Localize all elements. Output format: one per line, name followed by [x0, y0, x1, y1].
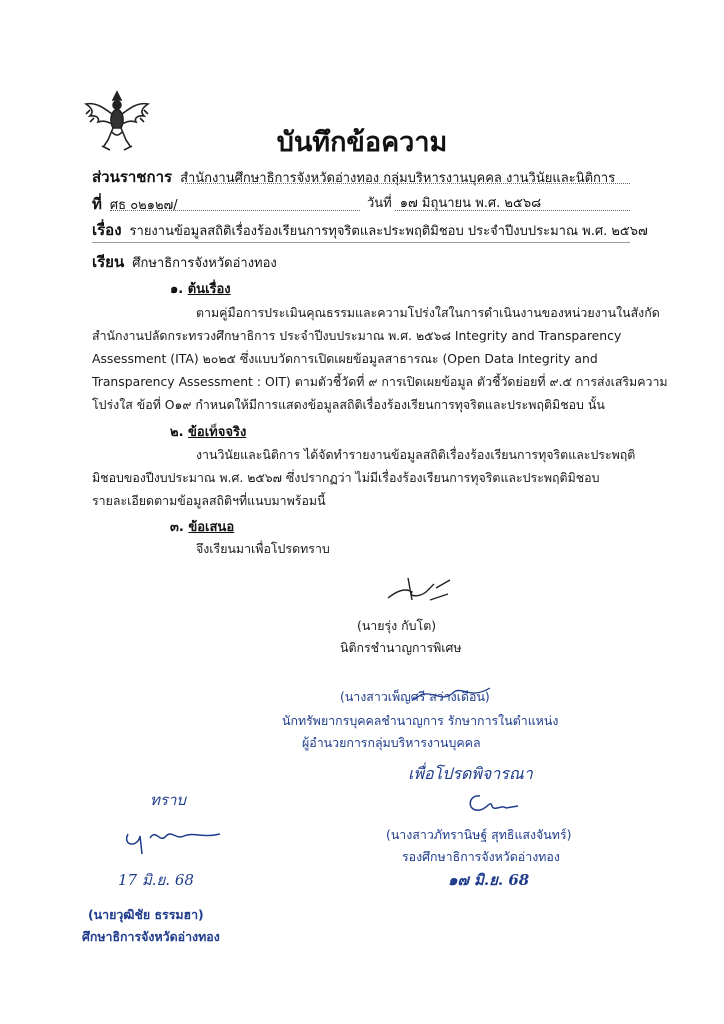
signature-4-position: ศึกษาธิการจังหวัดอ่างทอง [82, 929, 220, 944]
signature-4 [120, 816, 230, 856]
signature-2-name: (นางสาวเพ็ญศรี สว่างเดือน) [340, 689, 490, 704]
section-3-heading [170, 516, 234, 537]
signature-3-name: (นางสาวภัทรานิษฐ์ สุทธิแสงจันทร์) [386, 827, 572, 842]
signature-3 [462, 790, 522, 816]
subject-row [92, 218, 648, 242]
signature-2-position-line-2: ผู้อำนวยการกลุ่มบริหารงานบุคคล [302, 735, 481, 750]
section-1-line-5: โปร่งใส ข้อที่ O๑๙ กำหนดให้มีการแสดงข้อมูลสถิติเรื่องร้องเรียนการทุจริตและประพฤติมิชอบ นั้น [92, 397, 605, 412]
section-1-line-1: ตามคู่มือการประเมินคุณธรรมและความโปร่งใสในการดำเนินงานของหน่วยงานในสังกัด [196, 305, 660, 320]
document-title: บันทึกข้อความ [276, 127, 448, 158]
signature-3-position: รองศึกษาธิการจังหวัดอ่างทอง [402, 849, 560, 864]
section-2-number: ๒. [170, 425, 184, 440]
salutation-value: ศึกษาธิการจังหวัดอ่างทอง [132, 256, 277, 271]
section-1-line-3: Assessment (ITA) ๒๐๒๕ ซึ่งแบบวัดการเปิดเผยข้อมูลสาธารณะ (Open Data Integrity and [92, 351, 598, 366]
section-1-heading [170, 278, 231, 299]
signature-1-position: นิติกรชำนาญการพิเศษ [340, 640, 462, 655]
agency-dotted-line [185, 183, 630, 184]
section-2-heading [170, 421, 246, 442]
date-value: ๑๗ มิถุนายน พ.ศ. ๒๕๖๘ [399, 196, 542, 211]
date-dotted-line [395, 210, 630, 211]
agency-label: ส่วนราชการ [92, 168, 173, 186]
subject-label: เรื่อง [92, 221, 122, 239]
section-2-title: ข้อเท็จจริง [188, 425, 247, 440]
signature-1 [378, 570, 458, 610]
signature-4-handwritten-note: ทราบ [150, 791, 186, 809]
reference-value: ศธ ๐๒๑๒๗/ [109, 198, 178, 213]
agency-value: สำนักงานศึกษาธิการจังหวัดอ่างทอง กลุ่มบริหารงานบุคคล งานวินัยและนิติการ [180, 171, 616, 186]
signature-4-name: (นายวุฒิชัย ธรรมฮา) [88, 907, 204, 922]
date-label: วันที่ [367, 196, 392, 211]
salutation-row [92, 250, 277, 274]
header-divider [92, 242, 630, 243]
reference-row [92, 192, 178, 216]
section-2-line-2: มิชอบของปีงบประมาณ พ.ศ. ๒๕๖๗ ซึ่งปรากฏว่า ไม่มีเรื่องร้องเรียนการทุจริตและประพฤติมิชอบ [92, 470, 600, 485]
signature-2-position-line-1: นักทรัพยากรบุคคลชำนาญการ รักษาการในตำแหน่ง [282, 713, 559, 728]
signature-3-handwritten-note: เพื่อโปรดพิจารณา [408, 764, 533, 783]
section-3-number: ๓. [170, 520, 184, 535]
signature-1-name: (นายรุ่ง กับโต) [357, 618, 437, 633]
signature-4-date: 17 มิ.ย. 68 [118, 871, 194, 889]
section-1-line-4: Transparency Assessment : OIT) ตามตัวชี้วัดที่ ๙ การเปิดเผยข้อมูล ตัวชี้วัดย่อยที่ ๙.๕ การส่งเสริมความ [92, 374, 668, 389]
section-1-number: ๑. [170, 282, 184, 297]
section-2-line-3: รายละเอียดตามข้อมูลสถิติฯที่แนบมาพร้อมนี้ [92, 493, 326, 508]
reference-label: ที่ [92, 195, 102, 213]
section-2-line-1: งานวินัยและนิติการ ได้จัดทำรายงานข้อมูลสถิติเรื่องร้องเรียนการทุจริตและประพฤติ [196, 447, 636, 462]
section-1-line-2: สำนักงานปลัดกระทรวงศึกษาธิการ ประจำปีงบประมาณ พ.ศ. ๒๕๖๘ Integrity and Transparency [92, 328, 622, 343]
reference-dotted-line [110, 210, 360, 211]
section-1-title: ต้นเรื่อง [187, 282, 231, 297]
salutation-label: เรียน [92, 253, 125, 271]
signature-3-date: ๑๗ มิ.ย. 68 [448, 871, 530, 889]
subject-value: รายงานข้อมูลสถิติเรื่องร้องเรียนการทุจริตและประพฤติมิชอบ ประจำปีงบประมาณ พ.ศ. ๒๕๖๗ [129, 224, 648, 239]
section-3-title: ข้อเสนอ [188, 520, 235, 535]
agency-row [92, 165, 615, 189]
section-3-line-1: จึงเรียนมาเพื่อโปรดทราบ [196, 541, 330, 556]
